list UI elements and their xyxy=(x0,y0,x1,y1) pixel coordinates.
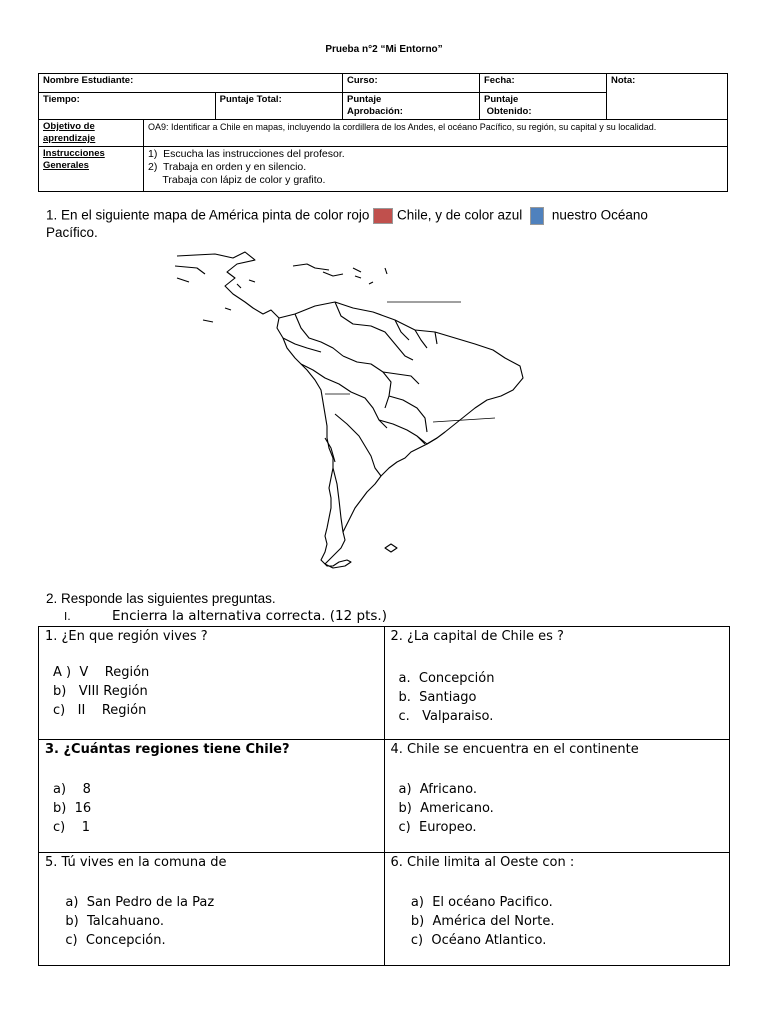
question-cell xyxy=(39,853,385,966)
date-label: Fecha: xyxy=(480,74,607,93)
question-cell xyxy=(39,740,385,853)
option-item: c) II Región xyxy=(53,703,147,718)
question-cell xyxy=(384,740,730,853)
option-item: b) Talcahuano. xyxy=(53,914,165,929)
option-item: b. Santiago xyxy=(398,690,477,705)
option-item: c) Europeo. xyxy=(398,820,477,835)
sub-instruction: Encierra la alternativa correcta. (12 pts.) xyxy=(112,608,387,624)
instruction-item: Trabaja con lápiz de color y grafito. xyxy=(148,174,326,186)
roman-numeral: I. xyxy=(64,610,71,623)
question-1-text: 1. En el siguiente mapa de América pinta de color rojo Chile, y de color azul nuestro Océano Pacífico. xyxy=(46,207,648,240)
objective-label: Objetivo de aprendizaje xyxy=(39,120,144,147)
options-list xyxy=(39,764,384,837)
instruction-item: 1) Escucha las instrucciones del profesor. xyxy=(148,148,345,160)
option-item: b) América del Norte. xyxy=(398,914,555,929)
questions-table xyxy=(38,626,730,966)
question-prompt: 5. Tú vives en la comuna de xyxy=(45,855,227,870)
exam-title: Prueba n°2 “Mi Entorno” xyxy=(325,44,443,55)
question-prompt: 1. ¿En que región vives ? xyxy=(45,629,208,644)
total-score-label: Puntaje Total: xyxy=(215,93,342,120)
option-item: c. Valparaiso. xyxy=(398,709,494,724)
blue-color-swatch xyxy=(530,207,544,225)
option-item: c) Concepción. xyxy=(53,933,166,948)
question-prompt: 3. ¿Cuántas regiones tiene Chile? xyxy=(45,742,290,757)
question-cell xyxy=(39,627,385,740)
question-2-subtitle xyxy=(64,608,387,624)
objective-text: OA9: Identificar a Chile en mapas, incluyendo la cordillera de los Andes, el océano Pacífico, su región, su capital y su localidad. xyxy=(144,120,728,147)
option-item: c) Océano Atlantico. xyxy=(398,933,547,948)
option-item: b) Americano. xyxy=(398,801,494,816)
option-item: c) 1 xyxy=(53,820,91,835)
options-list xyxy=(39,651,384,720)
options-list xyxy=(385,764,730,837)
option-item: b) 16 xyxy=(53,801,92,816)
south-america-map xyxy=(175,248,525,578)
option-item: a) El océano Pacifico. xyxy=(398,895,553,910)
time-label: Tiempo: xyxy=(39,93,216,120)
question-2-intro: 2. Responde las siguientes preguntas. xyxy=(46,591,276,606)
options-list xyxy=(385,651,730,726)
question-prompt: 6. Chile limita al Oeste con : xyxy=(390,855,575,870)
option-item: a. Concepción xyxy=(398,671,495,686)
student-info-table xyxy=(38,73,728,192)
option-item: a) San Pedro de la Paz xyxy=(53,895,215,910)
question-cell xyxy=(384,853,730,966)
options-list xyxy=(385,877,730,950)
instructions-label: Instrucciones Generales xyxy=(39,147,144,192)
instruction-item: 2) Trabaja en orden y en silencio. xyxy=(148,161,307,173)
course-label: Curso: xyxy=(343,74,480,93)
question-prompt: 4. Chile se encuentra en el continente xyxy=(390,742,639,757)
question-cell xyxy=(384,627,730,740)
student-name-label: Nombre Estudiante: xyxy=(39,74,343,93)
instructions-list xyxy=(144,147,728,192)
options-list xyxy=(39,877,384,950)
option-item: A ) V Región xyxy=(53,665,150,680)
option-item: a) 8 xyxy=(53,782,91,797)
red-color-swatch xyxy=(373,208,393,224)
option-item: a) Africano. xyxy=(398,782,477,797)
obtained-score-label: Puntaje Obtenido: xyxy=(480,93,607,120)
approval-score-label: Puntaje Aprobación: xyxy=(343,93,480,120)
grade-label: Nota: xyxy=(607,74,728,120)
question-prompt: 2. ¿La capital de Chile es ? xyxy=(390,629,564,644)
option-item: b) VIII Región xyxy=(53,684,148,699)
